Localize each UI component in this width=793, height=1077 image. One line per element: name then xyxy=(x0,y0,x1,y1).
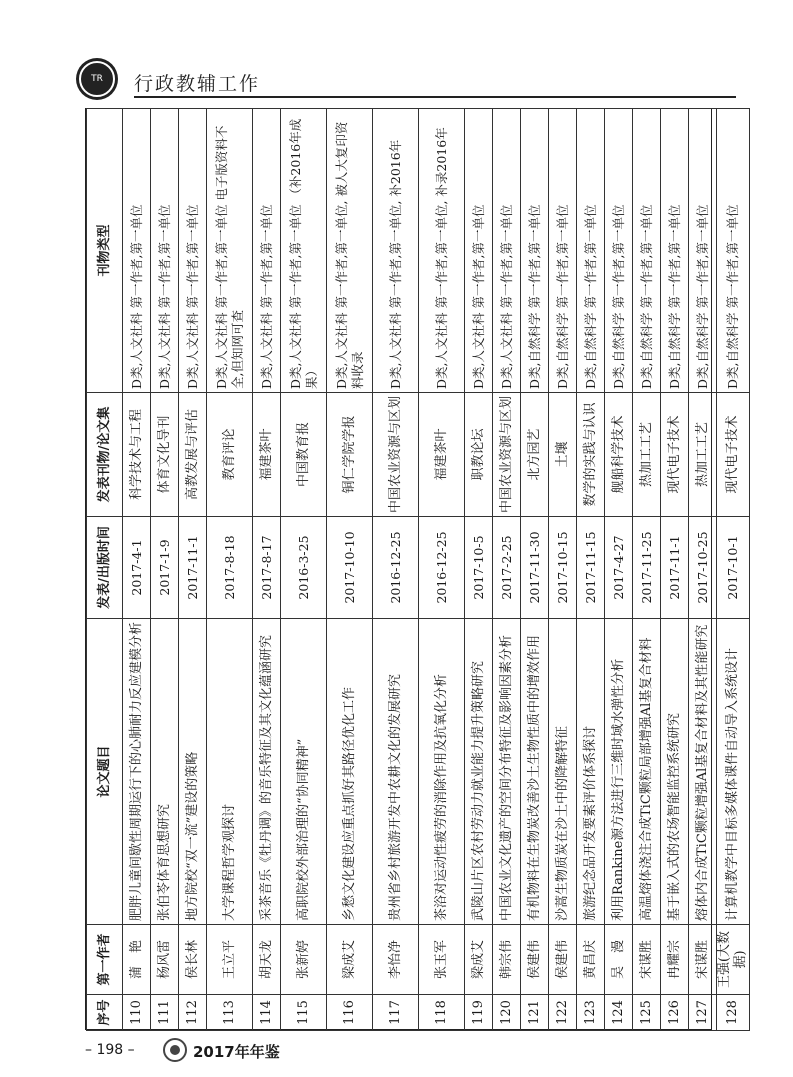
row-number: 117 xyxy=(373,995,419,1031)
row-title: 利用Rankine源方法进行三维时域水弹性分析 xyxy=(605,619,633,925)
row-number: 124 xyxy=(605,995,633,1031)
rotated-table-container xyxy=(86,109,748,1031)
row-type: D类,人文社科 第一作者,第一单位, 被人大复印资料收录 xyxy=(327,109,373,393)
table-row xyxy=(281,109,327,1031)
yearbook-label: 2017年年鉴 xyxy=(193,1043,280,1061)
row-number: 113 xyxy=(207,995,253,1031)
row-title: 高职院校外部治理的“协同精神” xyxy=(281,619,327,925)
row-title: 贵州省乡村旅游开发中农耕文化的发展研究 xyxy=(373,619,419,925)
row-date: 2017-8-17 xyxy=(253,517,281,619)
row-date: 2017-4-27 xyxy=(605,517,633,619)
row-number: 125 xyxy=(633,995,661,1031)
row-title: 中国农业文化遗产的空间分布特征及影响因素分析 xyxy=(493,619,521,925)
row-number: 114 xyxy=(253,995,281,1031)
row-journal: 中国农业资源与区划 xyxy=(493,393,521,517)
row-date: 2017-4-1 xyxy=(123,517,151,619)
row-journal: 职教论坛 xyxy=(465,393,493,517)
row-title: 大学课程哲学观探讨 xyxy=(207,619,253,925)
row-author: 宋谋胜 xyxy=(633,925,661,995)
row-type: D类,人文社科 第一作者,第一单位 xyxy=(253,109,281,393)
row-number: 122 xyxy=(549,995,577,1031)
row-title: 采茶音乐《牡丹调》的音乐特征及其文化蕴涵研究 xyxy=(253,619,281,925)
row-type: D类,自然科学 第一作者,第一单位 xyxy=(549,109,577,393)
row-journal: 现代电子技术 xyxy=(661,393,689,517)
table-row xyxy=(123,109,151,1031)
mascot-icon xyxy=(163,1038,187,1062)
row-journal: 中国教育报 xyxy=(281,393,327,517)
row-type: D类,人文社科 第一作者,第一单位 （补2016年成果） xyxy=(281,109,327,393)
row-journal: 科学技术与工程 xyxy=(123,393,151,517)
row-journal: 福建茶叶 xyxy=(419,393,465,517)
row-date: 2017-10-25 xyxy=(689,517,717,619)
logo-seal: TR xyxy=(79,61,115,97)
university-logo-icon xyxy=(76,58,118,100)
table-row xyxy=(577,109,605,1031)
row-author: 韩宗伟 xyxy=(493,925,521,995)
row-type: D类,人文社科 第一作者,第一单位 xyxy=(123,109,151,393)
row-date: 2017-10-5 xyxy=(465,517,493,619)
page-header xyxy=(76,58,736,98)
row-date: 2017-2-25 xyxy=(493,517,521,619)
papers-table xyxy=(86,108,750,1031)
col-header-author: 第一作者 xyxy=(87,925,123,995)
row-number: 126 xyxy=(661,995,689,1031)
row-title: 有机物料在生物炭改善沙土生物性质中的增效作用 xyxy=(521,619,549,925)
row-journal: 热加工工艺 xyxy=(689,393,717,517)
row-type: D类,自然科学 第一作者,第一单位 xyxy=(633,109,661,393)
row-journal: 现代电子技术 xyxy=(717,393,750,517)
row-title: 计算机教学中目标多媒体课件自动导入系统设计 xyxy=(717,619,750,925)
table-row xyxy=(373,109,419,1031)
row-author: 张玉军 xyxy=(419,925,465,995)
row-author: 宋谋胜 xyxy=(689,925,717,995)
row-author: 梁成艾 xyxy=(465,925,493,995)
page-footer xyxy=(85,1038,712,1066)
row-number: 118 xyxy=(419,995,465,1031)
table-row xyxy=(717,109,750,1031)
row-date: 2017-11-1 xyxy=(661,517,689,619)
row-title: 武陵山片区农村劳动力就业能力提升策略研究 xyxy=(465,619,493,925)
row-author: 王强(大数据) xyxy=(717,925,750,995)
row-journal: 铜仁学院学报 xyxy=(327,393,373,517)
row-number: 115 xyxy=(281,995,327,1031)
row-author: 冉耀宗 xyxy=(661,925,689,995)
row-date: 2017-11-30 xyxy=(521,517,549,619)
row-author: 张新婷 xyxy=(281,925,327,995)
row-title: 高温熔体浇注合成TiC颗粒局部增强Al基复合材料 xyxy=(633,619,661,925)
row-author: 杨风雷 xyxy=(151,925,179,995)
row-date: 2017-1-9 xyxy=(151,517,179,619)
table-row xyxy=(465,109,493,1031)
row-type: D类,人文社科 第一作者,第一单位 xyxy=(493,109,521,393)
row-number: 128 xyxy=(717,995,750,1031)
row-title: 茶浴对运动性疲劳的消除作用及抗氧化分析 xyxy=(419,619,465,925)
row-type: D类,自然科学 第一作者,第一单位 xyxy=(521,109,549,393)
row-author: 蒲 艳 xyxy=(123,925,151,995)
row-type: D类,人文社科 第一作者,第一单位, 补2016年 xyxy=(373,109,419,393)
row-author: 吴 漫 xyxy=(605,925,633,995)
row-title: 旅游纪念品开发要素评价体系探讨 xyxy=(577,619,605,925)
table-row xyxy=(419,109,465,1031)
table-row xyxy=(327,109,373,1031)
col-header-type: 刊物类型 xyxy=(87,109,123,393)
row-title: 基于嵌入式的农场智能监控系统研究 xyxy=(661,619,689,925)
col-header-date: 发表/出版时间 xyxy=(87,517,123,619)
row-type: D类,人文社科 第一作者,第一单位 电子版资料不全,但知网可查 xyxy=(207,109,253,393)
table-row xyxy=(179,109,207,1031)
row-journal: 舰船科学技术 xyxy=(605,393,633,517)
row-author: 黄昌庆 xyxy=(577,925,605,995)
row-type: D类,自然科学 第一作者,第一单位 xyxy=(605,109,633,393)
row-date: 2017-10-1 xyxy=(717,517,750,619)
table-row xyxy=(549,109,577,1031)
row-journal: 北方园艺 xyxy=(521,393,549,517)
page-number: – 198 – xyxy=(85,1042,135,1058)
table-row xyxy=(207,109,253,1031)
table-row xyxy=(605,109,633,1031)
row-author: 侯长林 xyxy=(179,925,207,995)
row-number: 116 xyxy=(327,995,373,1031)
row-date: 2017-10-10 xyxy=(327,517,373,619)
row-journal: 中国农业资源与区划 xyxy=(373,393,419,517)
row-number: 110 xyxy=(123,995,151,1031)
row-type: D类,自然科学 第一作者,第一单位 xyxy=(577,109,605,393)
row-date: 2017-8-18 xyxy=(207,517,253,619)
row-date: 2016-12-25 xyxy=(419,517,465,619)
row-type: D类,自然科学 第一作者,第一单位 xyxy=(661,109,689,393)
row-journal: 数学的实践与认识 xyxy=(577,393,605,517)
row-author: 侯建伟 xyxy=(521,925,549,995)
row-number: 111 xyxy=(151,995,179,1031)
row-date: 2016-3-25 xyxy=(281,517,327,619)
col-header-no: 序号 xyxy=(87,995,123,1031)
row-type: D类,自然科学 第一作者,第一单位 xyxy=(717,109,750,393)
row-number: 112 xyxy=(179,995,207,1031)
row-type: D类,人文社科 第一作者,第一单位 xyxy=(151,109,179,393)
row-title: 肥胖儿童间歇性周期运行下的心肺耐力反应建模分析 xyxy=(123,619,151,925)
row-number: 121 xyxy=(521,995,549,1031)
row-date: 2017-11-15 xyxy=(577,517,605,619)
row-type: D类,人文社科 第一作者,第一单位, 补录2016年 xyxy=(419,109,465,393)
header-rule xyxy=(134,96,736,98)
row-journal: 热加工工艺 xyxy=(633,393,661,517)
section-title: 行政教辅工作 xyxy=(134,73,261,95)
row-journal: 体育文化导刊 xyxy=(151,393,179,517)
row-author: 李怡净 xyxy=(373,925,419,995)
col-header-journal: 发表刊物/论文集 xyxy=(87,393,123,517)
row-title: 乡愁文化建设应重点抓好其路径优化工作 xyxy=(327,619,373,925)
row-title: 沙蒿生物质炭在沙土中的降解特征 xyxy=(549,619,577,925)
row-number: 127 xyxy=(689,995,717,1031)
row-date: 2017-11-1 xyxy=(179,517,207,619)
row-author: 侯建伟 xyxy=(549,925,577,995)
row-date: 2016-12-25 xyxy=(373,517,419,619)
row-author: 胡天龙 xyxy=(253,925,281,995)
row-type: D类,人文社科 第一作者,第一单位 xyxy=(179,109,207,393)
row-title: 地方院校“双一流”建设的策略 xyxy=(179,619,207,925)
row-number: 120 xyxy=(493,995,521,1031)
row-journal: 教育评论 xyxy=(207,393,253,517)
row-title: 熔体内合成TiC颗粒增强Al基复合材料及其性能研究 xyxy=(689,619,717,925)
row-journal: 福建茶叶 xyxy=(253,393,281,517)
row-number: 123 xyxy=(577,995,605,1031)
table-row xyxy=(493,109,521,1031)
table-row xyxy=(661,109,689,1031)
row-title: 张伯苓体育思想研究 xyxy=(151,619,179,925)
table-row xyxy=(253,109,281,1031)
table-row xyxy=(633,109,661,1031)
row-type: D类,人文社科 第一作者,第一单位 xyxy=(465,109,493,393)
table-header-row xyxy=(87,109,123,1031)
row-date: 2017-11-25 xyxy=(633,517,661,619)
table-row xyxy=(689,109,717,1031)
row-date: 2017-10-15 xyxy=(549,517,577,619)
row-author: 梁成艾 xyxy=(327,925,373,995)
row-author: 王立平 xyxy=(207,925,253,995)
table-row xyxy=(151,109,179,1031)
row-number: 119 xyxy=(465,995,493,1031)
table-row xyxy=(521,109,549,1031)
papers-table-frame xyxy=(85,108,748,1030)
row-type: D类,自然科学 第一作者,第一单位 xyxy=(689,109,717,393)
row-journal: 高教发展与评估 xyxy=(179,393,207,517)
col-header-title: 论文题目 xyxy=(87,619,123,925)
row-journal: 土壤 xyxy=(549,393,577,517)
